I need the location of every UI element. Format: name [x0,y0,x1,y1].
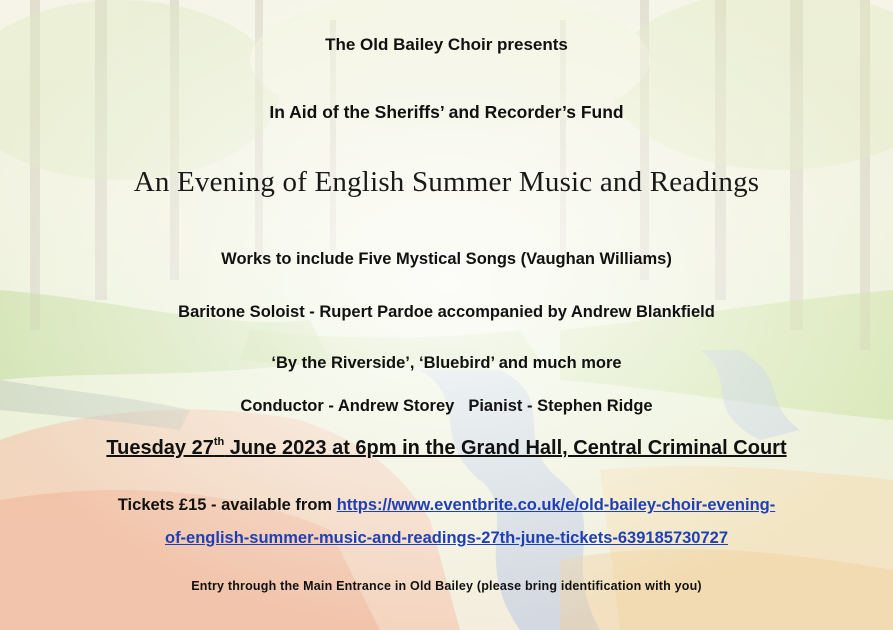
entry-note: Entry through the Main Entrance in Old Bailey (please bring identification with you) [191,579,702,593]
ticket-link-part2[interactable]: of-english-summer-music-and-readings-27th-june-tickets-639185730727 [164,529,728,547]
presenter-line: The Old Bailey Choir presents [325,35,568,54]
tickets-url-line [0,529,893,548]
ticket-link-part1[interactable]: https://www.eventbrite.co.uk/e/old-bailey-choir-evening- [336,496,776,514]
pieces-line: ‘By the Riverside’, ‘Bluebird’ and much more [271,354,622,372]
tickets-label: Tickets £15 - available from [117,496,337,514]
pianist-text: Pianist - Stephen Ridge [468,397,653,415]
soloist-line: Baritone Soloist - Rupert Pardoe accompanied by Andrew Blankfield [178,303,715,321]
date-rest: June 2023 at 6pm in the Grand Hall, Central Criminal Court [224,437,787,459]
charity-line: In Aid of the Sheriffs’ and Recorder’s Fund [269,102,624,122]
tickets-line [0,496,893,515]
conductor-text: Conductor - Andrew Storey [240,397,455,415]
event-date-venue [0,437,893,460]
event-title: An Evening of English Summer Music and Readings [133,166,760,198]
conductor-pianist-line [0,397,893,416]
works-line: Works to include Five Mystical Songs (Vaughan Williams) [221,250,672,268]
date-prefix: Tuesday 27 [106,437,214,459]
date-ordinal: th [213,436,225,448]
